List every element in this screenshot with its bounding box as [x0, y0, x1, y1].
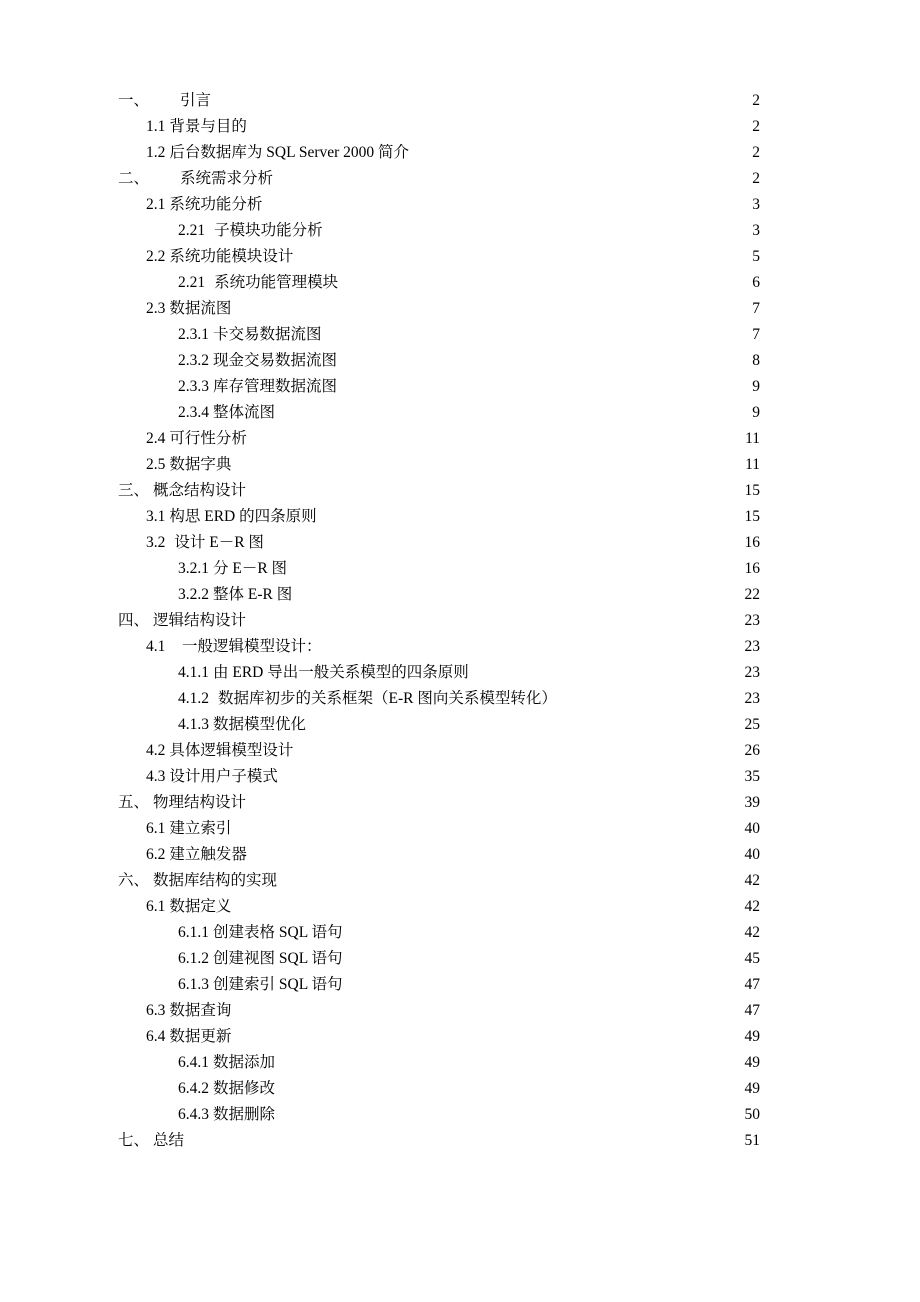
toc-entry-title: 数据定义 [169, 898, 232, 915]
toc-entry-page-number: 51 [744, 1132, 760, 1149]
toc-entry-title: 数据字典 [169, 456, 232, 473]
toc-entry[interactable] [118, 790, 760, 816]
toc-dot-leader [338, 272, 743, 288]
toc-entry[interactable] [178, 712, 760, 738]
toc-entry-title: 一般逻辑模型设计： [182, 638, 322, 655]
toc-entry[interactable] [146, 764, 760, 790]
toc-dot-leader [275, 402, 743, 418]
toc-entry-page-number: 26 [744, 742, 760, 759]
toc-entry-page-number: 11 [745, 456, 760, 473]
toc-entry-number: 6.4.3 [178, 1106, 209, 1123]
toc-dot-leader [231, 818, 743, 834]
toc-entry[interactable] [118, 478, 760, 504]
toc-entry-page-number: 25 [744, 716, 760, 733]
toc-dot-leader [247, 844, 743, 860]
toc-dot-leader [246, 792, 743, 808]
toc-entry-page-number: 23 [744, 664, 760, 681]
toc-entry-page-number: 7 [752, 300, 760, 317]
toc-entry[interactable] [118, 88, 760, 114]
toc-entry-number: 4.1.1 [178, 664, 209, 681]
toc-entry-number: 2.21 [178, 274, 206, 291]
toc-dot-leader [275, 1052, 743, 1068]
toc-entry-page-number: 9 [752, 378, 760, 395]
toc-entry-title: 概念结构设计 [153, 482, 247, 499]
toc-entry-title: 物理结构设计 [153, 794, 247, 811]
toc-entry-page-number: 3 [752, 222, 760, 239]
toc-dot-leader [278, 766, 743, 782]
toc-entry-title: 后台数据库为 SQL Server 2000 简介 [169, 144, 410, 161]
toc-entry-number: 6.1 [146, 898, 166, 915]
toc-entry-page-number: 49 [744, 1028, 760, 1045]
toc-entry[interactable] [178, 946, 760, 972]
toc-entry[interactable] [118, 868, 760, 894]
toc-entry-title: 引言 [180, 92, 212, 109]
toc-entry[interactable] [178, 686, 760, 712]
toc-entry-page-number: 42 [744, 898, 760, 915]
toc-entry-page-number: 15 [744, 508, 760, 525]
toc-entry[interactable] [178, 972, 760, 998]
toc-entry-title: 背景与目的 [169, 118, 247, 135]
toc-entry-title: 由 ERD 导出一般关系模型的四条原则 [213, 664, 469, 681]
toc-entry[interactable] [146, 894, 760, 920]
toc-dot-leader [563, 688, 743, 704]
toc-entry-number: 2.5 [146, 456, 166, 473]
toc-entry-page-number: 23 [744, 612, 760, 629]
toc-entry-title: 数据库结构的实现 [153, 872, 278, 889]
toc-entry-number: 3.2.1 [178, 560, 209, 577]
toc-entry[interactable] [178, 322, 760, 348]
toc-entry-page-number: 47 [744, 976, 760, 993]
toc-entry[interactable] [178, 556, 760, 582]
toc-entry-page-number: 23 [744, 638, 760, 655]
toc-entry-page-number: 16 [744, 534, 760, 551]
toc-entry[interactable] [146, 452, 760, 478]
toc-dot-leader [246, 480, 743, 496]
toc-entry-number: 四、 [118, 612, 150, 629]
toc-entry-number: 1.2 [146, 144, 166, 161]
toc-entry-title: 数据查询 [169, 1002, 232, 1019]
toc-entry-page-number: 6 [752, 274, 760, 291]
toc-entry-title: 数据添加 [213, 1054, 276, 1071]
toc-entry-page-number: 3 [752, 196, 760, 213]
toc-entry-title: 创建索引 SQL 语句 [213, 976, 343, 993]
toc-dot-leader [342, 948, 743, 964]
toc-dot-leader [306, 714, 743, 730]
toc-entry-number: 4.1 [146, 638, 166, 655]
toc-dot-leader [469, 662, 743, 678]
toc-entry-title: 建立索引 [169, 820, 232, 837]
toc-entry-number: 6.4 [146, 1028, 166, 1045]
toc-dot-leader [323, 220, 743, 236]
toc-entry-title: 数据模型优化 [213, 716, 307, 733]
toc-entry-title: 逻辑结构设计 [153, 612, 247, 629]
toc-entry[interactable] [118, 166, 760, 192]
toc-entry-page-number: 49 [744, 1080, 760, 1097]
toc-entry-page-number: 23 [744, 690, 760, 707]
toc-entry-title: 创建表格 SQL 语句 [213, 924, 343, 941]
toc-entry-number: 6.3 [146, 1002, 166, 1019]
toc-entry-number: 2.3.2 [178, 352, 209, 369]
toc-entry-number: 3.2.2 [178, 586, 209, 603]
toc-entry-title: 分 E－R 图 [213, 560, 288, 577]
toc-entry-page-number: 42 [744, 872, 760, 889]
toc-entry-page-number: 2 [752, 170, 760, 187]
toc-dot-leader [337, 376, 743, 392]
toc-entry-title: 整体流图 [213, 404, 276, 421]
toc-dot-leader [328, 636, 743, 652]
table-of-contents [118, 88, 760, 1154]
toc-dot-leader [262, 194, 743, 210]
toc-dot-leader [211, 90, 743, 106]
toc-dot-leader [275, 1078, 743, 1094]
toc-dot-leader [293, 246, 743, 262]
toc-entry-page-number: 8 [752, 352, 760, 369]
toc-entry-number: 4.1.2 [178, 690, 209, 707]
toc-entry-page-number: 2 [752, 92, 760, 109]
toc-entry[interactable] [146, 816, 760, 842]
toc-entry[interactable] [146, 738, 760, 764]
toc-entry-number: 2.3.3 [178, 378, 209, 395]
toc-entry[interactable] [146, 634, 760, 660]
toc-entry-title: 数据修改 [213, 1080, 276, 1097]
toc-entry-number: 三、 [118, 482, 150, 499]
toc-entry[interactable] [146, 998, 760, 1024]
toc-entry-page-number: 5 [752, 248, 760, 265]
toc-entry-number: 6.4.2 [178, 1080, 209, 1097]
toc-entry-number: 五、 [118, 794, 150, 811]
toc-entry[interactable] [146, 426, 760, 452]
toc-entry-title: 构思 ERD 的四条原则 [169, 508, 317, 525]
toc-entry-title: 整体 E-R 图 [213, 586, 293, 603]
toc-dot-leader [184, 1130, 743, 1146]
toc-entry-title: 系统功能模块设计 [169, 248, 294, 265]
toc-entry-title: 数据流图 [169, 300, 232, 317]
toc-dot-leader [270, 532, 743, 548]
toc-dot-leader [277, 870, 743, 886]
toc-dot-leader [292, 584, 743, 600]
toc-entry-number: 6.4.1 [178, 1054, 209, 1071]
toc-entry-number: 六、 [118, 872, 150, 889]
toc-entry-page-number: 50 [744, 1106, 760, 1123]
toc-entry-number: 4.2 [146, 742, 166, 759]
toc-entry[interactable] [146, 530, 760, 556]
toc-entry[interactable] [178, 400, 760, 426]
toc-entry-title: 总结 [153, 1132, 185, 1149]
toc-dot-leader [231, 1000, 743, 1016]
toc-entry[interactable] [178, 1102, 760, 1128]
toc-dot-leader [317, 506, 743, 522]
toc-entry-page-number: 11 [745, 430, 760, 447]
toc-dot-leader [247, 428, 743, 444]
toc-entry-title: 设计 E－R 图 [174, 534, 264, 551]
toc-entry[interactable] [178, 1076, 760, 1102]
toc-entry-page-number: 42 [744, 924, 760, 941]
toc-entry[interactable] [146, 1024, 760, 1050]
toc-entry-number: 七、 [118, 1132, 150, 1149]
toc-entry[interactable] [178, 920, 760, 946]
toc-entry[interactable] [178, 660, 760, 686]
toc-entry[interactable] [146, 244, 760, 270]
toc-entry-number: 2.3 [146, 300, 166, 317]
toc-entry-title: 数据库初步的关系框架（E-R 图向关系模型转化） [218, 690, 557, 707]
toc-entry-number: 4.1.3 [178, 716, 209, 733]
toc-entry-title: 系统需求分析 [180, 170, 274, 187]
toc-entry-number: 2.2 [146, 248, 166, 265]
toc-entry-page-number: 40 [744, 820, 760, 837]
toc-entry-page-number: 49 [744, 1054, 760, 1071]
toc-entry-number: 3.2 [146, 534, 166, 551]
toc-entry-number: 1.1 [146, 118, 166, 135]
toc-dot-leader [293, 558, 743, 574]
toc-entry-title: 可行性分析 [169, 430, 247, 447]
toc-entry-title: 现金交易数据流图 [213, 352, 338, 369]
toc-entry-number: 2.1 [146, 196, 166, 213]
toc-entry[interactable] [178, 348, 760, 374]
toc-entry-page-number: 22 [744, 586, 760, 603]
toc-entry-page-number: 39 [744, 794, 760, 811]
toc-entry-title: 数据更新 [169, 1028, 232, 1045]
toc-dot-leader [246, 610, 743, 626]
toc-entry-number: 2.3.1 [178, 326, 209, 343]
toc-entry[interactable] [146, 114, 760, 140]
toc-entry-number: 2.3.4 [178, 404, 209, 421]
toc-entry-number: 6.2 [146, 846, 166, 863]
toc-entry-title: 数据删除 [213, 1106, 276, 1123]
toc-entry-number: 4.3 [146, 768, 166, 785]
toc-dot-leader [247, 116, 743, 132]
toc-dot-leader [342, 922, 743, 938]
toc-entry[interactable] [118, 1128, 760, 1154]
toc-entry-title: 系统功能分析 [169, 196, 263, 213]
toc-dot-leader [231, 1026, 743, 1042]
toc-entry[interactable] [146, 504, 760, 530]
toc-entry-number: 二、 [118, 170, 150, 187]
toc-entry[interactable] [178, 1050, 760, 1076]
toc-entry[interactable] [178, 270, 760, 296]
toc-dot-leader [231, 298, 743, 314]
toc-entry-page-number: 2 [752, 118, 760, 135]
toc-entry-number: 2.4 [146, 430, 166, 447]
toc-entry-number: 一、 [118, 92, 150, 109]
toc-entry[interactable] [146, 192, 760, 218]
toc-entry[interactable] [178, 374, 760, 400]
toc-dot-leader [231, 454, 743, 470]
toc-entry[interactable] [146, 842, 760, 868]
toc-entry-page-number: 2 [752, 144, 760, 161]
toc-dot-leader [231, 896, 743, 912]
toc-entry[interactable] [178, 582, 760, 608]
toc-entry-page-number: 40 [744, 846, 760, 863]
toc-entry[interactable] [118, 608, 760, 634]
toc-dot-leader [409, 142, 743, 158]
toc-entry-number: 2.21 [178, 222, 206, 239]
toc-entry[interactable] [178, 218, 760, 244]
toc-entry[interactable] [146, 296, 760, 322]
toc-entry-page-number: 35 [744, 768, 760, 785]
toc-entry-number: 6.1.2 [178, 950, 209, 967]
toc-dot-leader [275, 1104, 743, 1120]
toc-entry[interactable] [146, 140, 760, 166]
toc-entry-number: 6.1.3 [178, 976, 209, 993]
toc-entry-number: 6.1.1 [178, 924, 209, 941]
toc-entry-title: 库存管理数据流图 [213, 378, 338, 395]
toc-entry-page-number: 15 [744, 482, 760, 499]
toc-entry-title: 具体逻辑模型设计 [169, 742, 294, 759]
toc-entry-page-number: 45 [744, 950, 760, 967]
toc-entry-number: 6.1 [146, 820, 166, 837]
toc-dot-leader [293, 740, 743, 756]
toc-entry-title: 子模块功能分析 [214, 222, 323, 239]
toc-entry-title: 系统功能管理模块 [214, 274, 339, 291]
toc-dot-leader [322, 324, 743, 340]
toc-entry-page-number: 7 [752, 326, 760, 343]
toc-entry-title: 设计用户子模式 [169, 768, 278, 785]
toc-dot-leader [342, 974, 743, 990]
toc-entry-title: 创建视图 SQL 语句 [213, 950, 343, 967]
toc-entry-title: 建立触发器 [169, 846, 247, 863]
toc-entry-page-number: 47 [744, 1002, 760, 1019]
toc-entry-number: 3.1 [146, 508, 166, 525]
toc-dot-leader [337, 350, 743, 366]
toc-entry-page-number: 16 [744, 560, 760, 577]
toc-dot-leader [273, 168, 743, 184]
toc-entry-page-number: 9 [752, 404, 760, 421]
toc-entry-title: 卡交易数据流图 [213, 326, 322, 343]
